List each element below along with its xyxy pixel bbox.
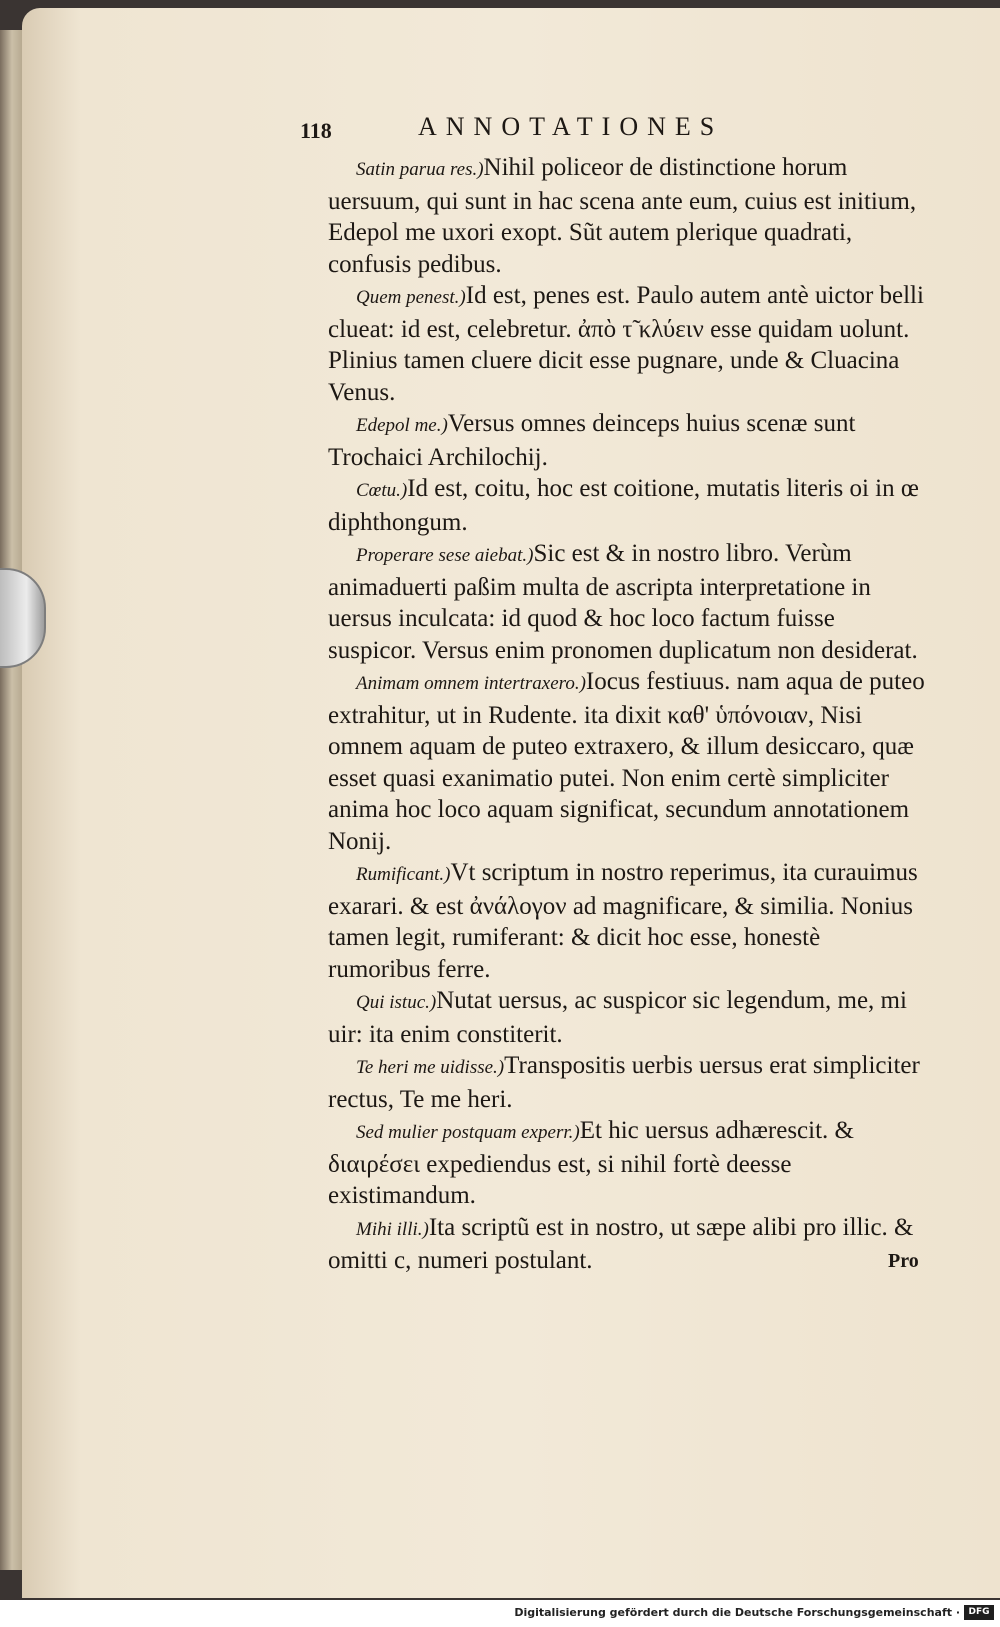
annotation-text: Versus omnes deinceps huius scenæ sunt Trochaici Archilochij.	[328, 410, 856, 471]
annotation-text: Vt scriptum in nostro reperimus, ita curauimus exarari. & est ἀνάλογον ad magnificare, & similia. Nonius tamen legit, rumiferant: & dicit hoc esse, honestè rumoribus ferre.	[328, 859, 918, 983]
annotation-list	[328, 152, 928, 1277]
annotation-entry	[328, 538, 928, 666]
annotation-lemma: Cœtu.)	[356, 480, 408, 501]
annotation-entry	[328, 1212, 928, 1277]
annotation-entry	[328, 1115, 928, 1212]
annotation-text: Id est, coitu, hoc est coitione, mutatis literis oi in œ diphthongum.	[328, 475, 919, 536]
page-content	[300, 112, 928, 1277]
annotation-text: Ita scriptũ est in nostro, ut sæpe alibi pro illic. & omitti c, numeri postulant.	[328, 1213, 914, 1274]
page-number: 118	[300, 118, 332, 143]
annotation-lemma: Rumificant.)	[356, 864, 451, 885]
annotation-lemma: Te heri me uidisse.)	[356, 1057, 505, 1078]
annotation-text: Et hic uersus adhærescit. & διαιρέσει expediendus est, si nihil fortè deesse existimandum.	[328, 1117, 854, 1209]
annotation-lemma: Properare sese aiebat.)	[356, 545, 534, 566]
annotation-text: Id est, penes est. Paulo autem antè uictor belli clueat: id est, celebretur. ἀπὸ τ̃ κλύειν esse quidam uolunt. Plinius tamen cluere dicit esse pugnare, unde & Cluacina Venus.	[328, 282, 924, 406]
annotation-lemma: Edepol me.)	[356, 415, 448, 436]
annotation-entry	[328, 857, 928, 985]
annotation-lemma: Animam omnem intertraxero.)	[356, 673, 586, 694]
annotation-entry	[328, 985, 928, 1050]
annotation-entry	[328, 1050, 928, 1115]
annotation-text: Transpositis uerbis uersus erat simpliciter rectus, Te me heri.	[328, 1052, 920, 1113]
page-header	[300, 112, 928, 152]
annotation-text: Iocus festiuus. nam aqua de puteo extrahitur, ut in Rudente. ita dixit καθ' ὑπόνοιαν, Nisi omnem aquam de puteo extraxero, & illum desiccaro, quæ esset quasi exanimatio putei. Non enim certè simpliciter anima hoc loco aquam significat, secundum annotationem Nonij.	[328, 668, 925, 855]
footer-credit: Digitalisierung gefördert durch die Deutsche Forschungsgemeinschaft ·	[514, 1606, 960, 1619]
dfg-logo: DFG	[964, 1605, 994, 1620]
catchword: Pro	[888, 1250, 919, 1272]
annotation-lemma: Mihi illi.)	[356, 1218, 429, 1240]
annotation-entry	[328, 408, 928, 473]
running-head: ANNOTATIONES	[418, 112, 724, 141]
annotation-text: Sic est & in nostro libro. Verùm animaduerti paßim multa de ascripta interpretatione in uersus inculcata: id quod & hoc loco factum fuisse suspicor. Versus enim pronomen duplicatum non desiderat.	[328, 540, 918, 664]
annotation-text: Nutat uersus, ac suspicor sic legendum, me, mi uir: ita enim constiterit.	[328, 987, 907, 1048]
annotation-lemma: Satin parua res.)	[356, 159, 484, 180]
annotation-entry	[328, 473, 928, 538]
digitization-footer	[0, 1600, 1000, 1627]
annotation-lemma: Qui istuc.)	[356, 992, 437, 1013]
annotation-text: Nihil policeor de distinctione horum uersuum, qui sunt in hac scena ante eum, cuius est initium, Edepol me uxori exopt. Sũt autem plerique quadrati, confusis pedibus.	[328, 154, 917, 278]
annotation-lemma: Quem penest.)	[356, 287, 466, 308]
annotation-entry	[328, 152, 928, 280]
annotation-entry	[328, 666, 928, 857]
annotation-lemma: Sed mulier postquam experr.)	[356, 1122, 580, 1143]
annotation-entry	[328, 280, 928, 408]
